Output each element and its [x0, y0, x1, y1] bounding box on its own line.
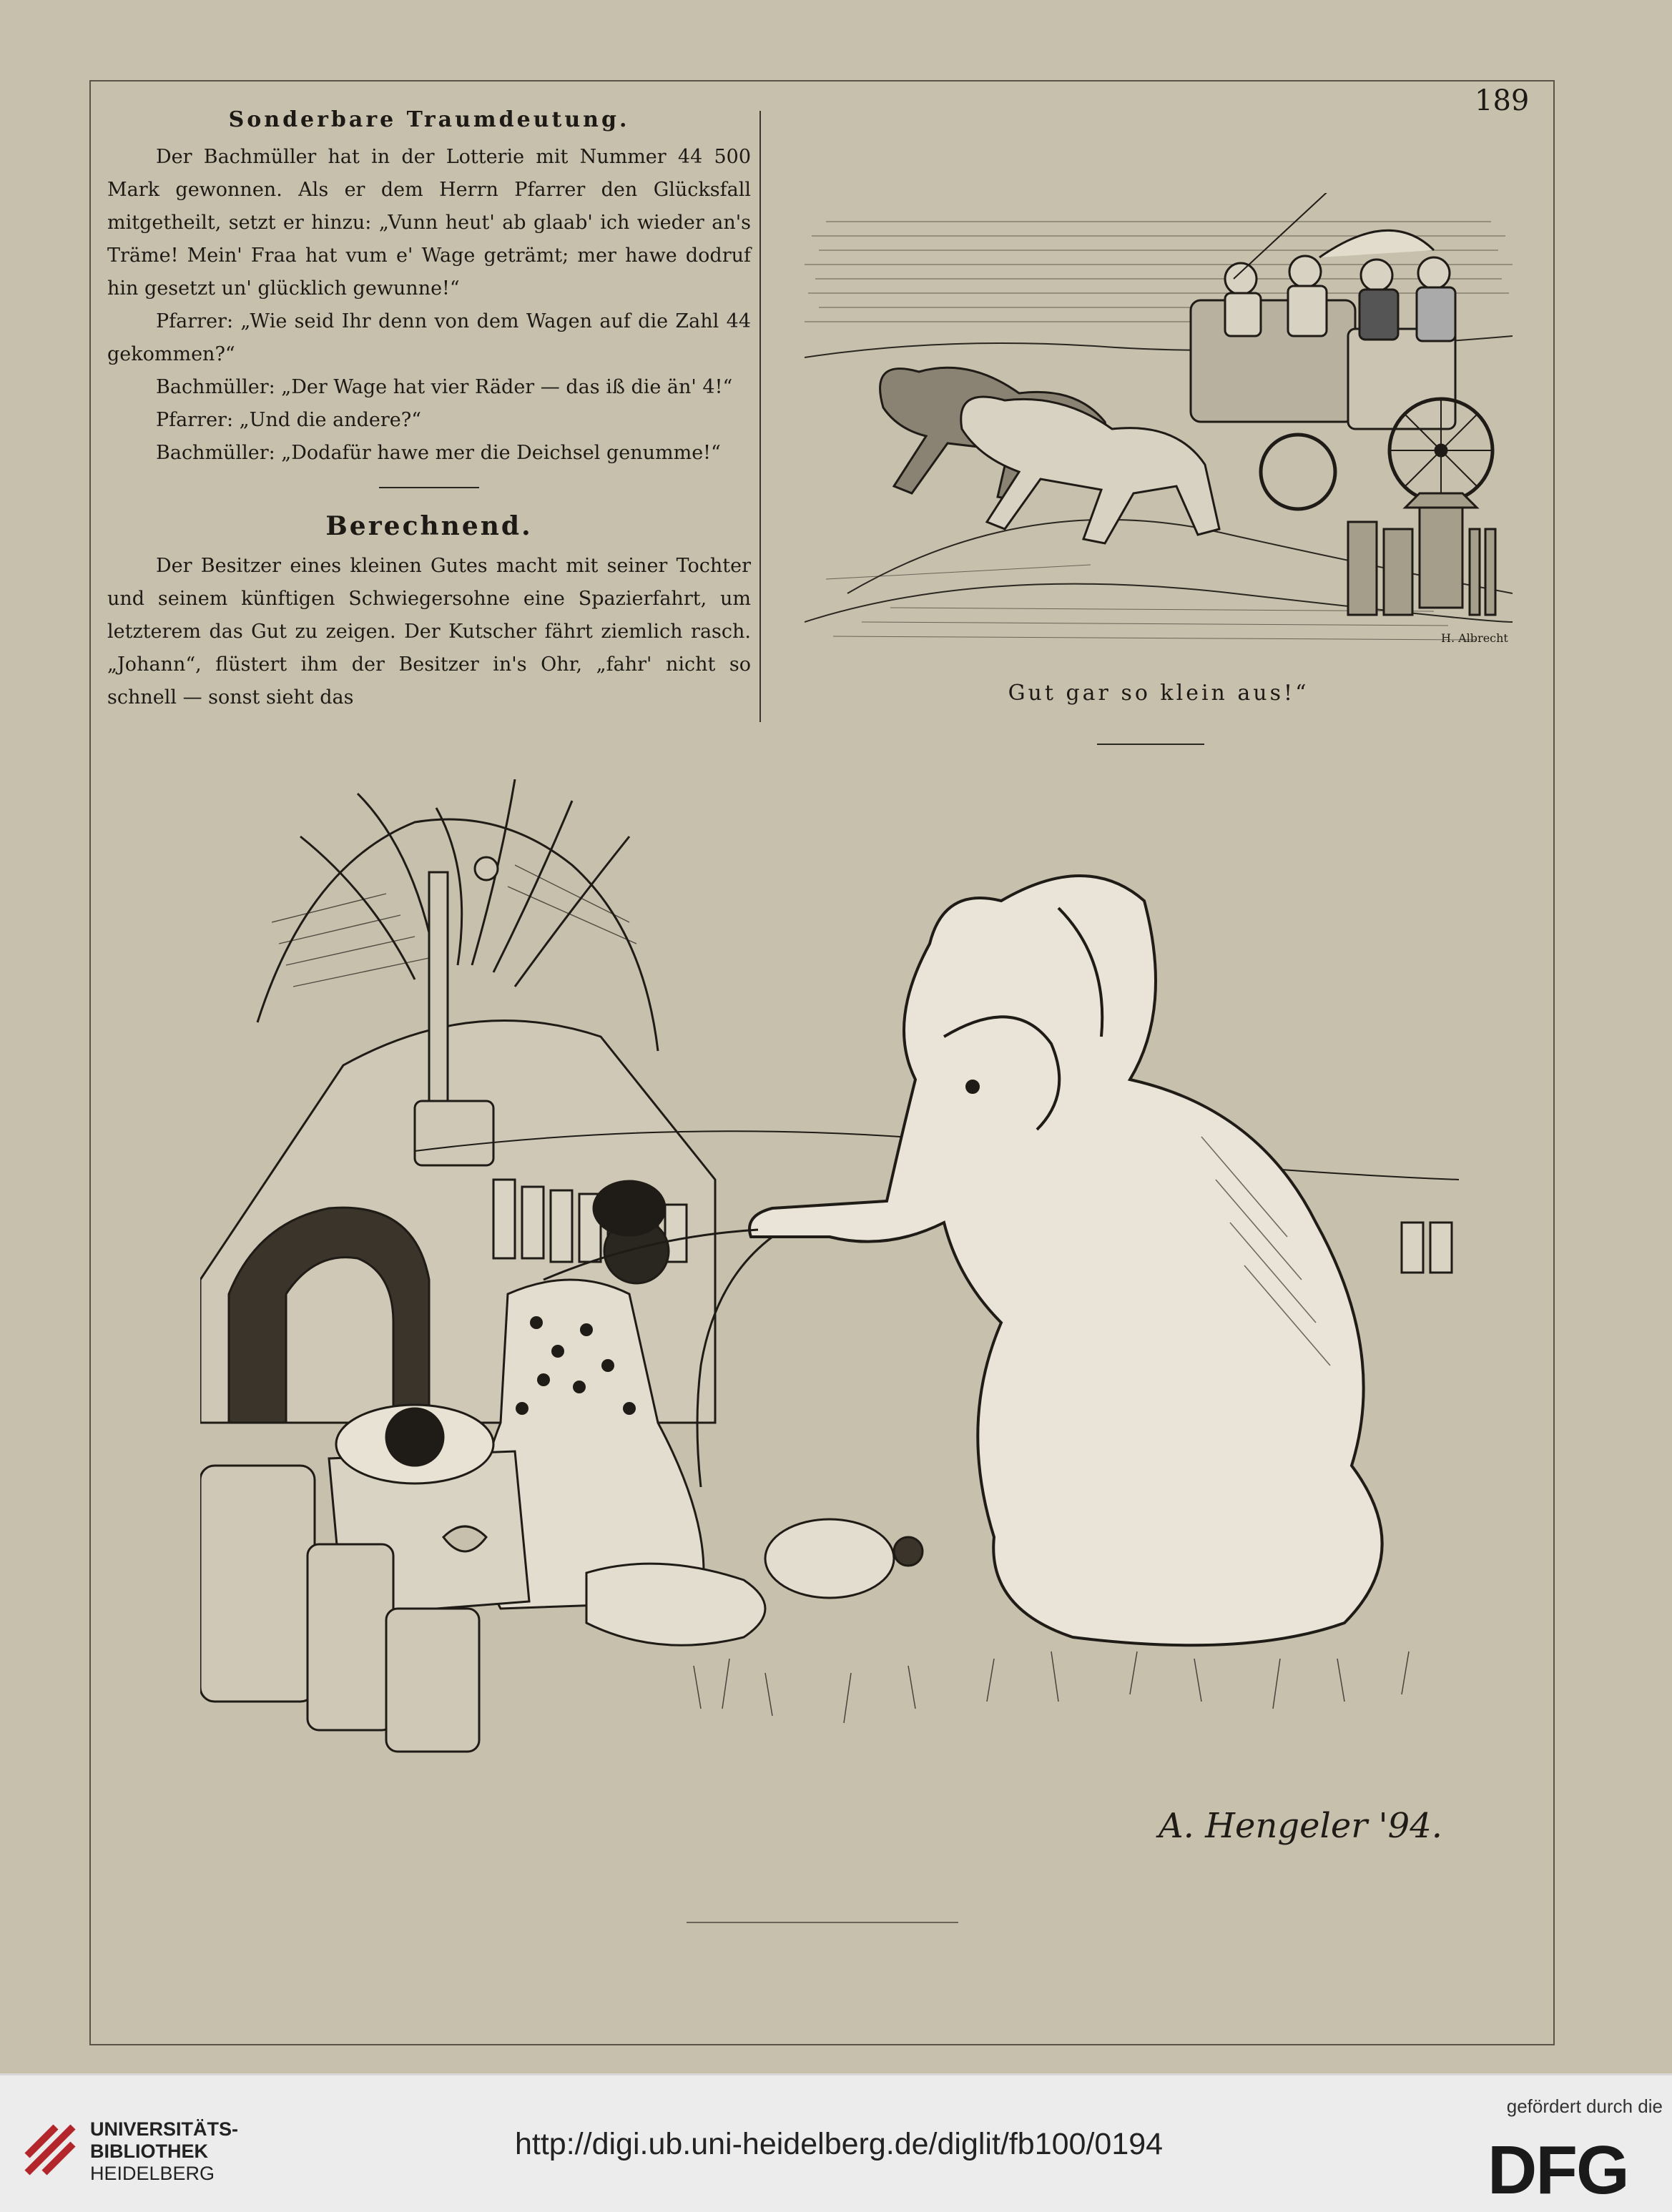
digitization-footer — [0, 2073, 1672, 2212]
text-column — [107, 107, 751, 714]
page-number: 189 — [1475, 84, 1530, 117]
article-title-berechnend: Berechnend. — [325, 511, 533, 541]
top-illustration-caption: Gut gar so klein aus!“ — [1008, 681, 1309, 706]
dfg-logo: DFG — [1487, 2132, 1628, 2208]
article-title-traumdeutung: Sonderbare Traumdeutung. — [228, 107, 630, 132]
paragraph: Der Besitzer eines kleinen Gutes macht mit seiner Tochter und seinem künftigen Schwiegersohne eine Spazierfahrt, um letzterem das Gut zu zeigen. Der Kutscher fährt ziemlich rasch. „Johann“, flüstert ihm der Besitzer in's Ohr, „fahr' nicht so schnell — sonst sieht das — [107, 555, 751, 708]
caption-divider — [1097, 744, 1204, 745]
carriage-illustration — [805, 193, 1513, 651]
university-library-logo-icon — [20, 2120, 80, 2180]
library-name-line: UNIVERSITÄTS- — [90, 2118, 239, 2140]
column-rule — [759, 111, 761, 722]
bottom-rule — [687, 1922, 958, 1923]
permalink-url[interactable]: http://digi.ub.uni-heidelberg.de/diglit/fb100/0194 — [515, 2127, 1164, 2161]
funded-by-label: gefördert durch die — [1506, 2095, 1663, 2117]
paragraph: Pfarrer: „Wie seid Ihr denn von dem Wagen auf die Zahl 44 gekommen?“ — [107, 310, 751, 365]
section-divider — [379, 487, 479, 488]
paragraph: Der Bachmüller hat in der Lotterie mit Nummer 44 500 Mark gewonnen. Als er dem Herrn Pfarrer den Glücksfall mitgetheilt, setzt er hinzu: „Vunn heut' ab glaab' ich wieder an's Träme! Mein' Fraa hat vum e' Wage geträmt; mer hawe dodruf hin gesetzt un' glücklich gewunne!“ — [107, 146, 751, 300]
paragraph: Bachmüller: „Der Wage hat vier Räder — das iß die än' 4!“ — [156, 376, 733, 398]
library-name-line: BIBLIOTHEK — [90, 2141, 208, 2162]
library-name — [90, 2118, 238, 2185]
library-name-line: HEIDELBERG — [90, 2163, 215, 2184]
svg-text:H. Albrecht: H. Albrecht — [1441, 631, 1508, 645]
kamerun-illustration — [200, 779, 1459, 1909]
svg-text:A. Hengeler '94.: A. Hengeler '94. — [1159, 1806, 1442, 1846]
paragraph: Bachmüller: „Dodafür hawe mer die Deichsel genumme!“ — [156, 442, 721, 464]
paragraph: Pfarrer: „Und die andere?“ — [156, 409, 422, 431]
